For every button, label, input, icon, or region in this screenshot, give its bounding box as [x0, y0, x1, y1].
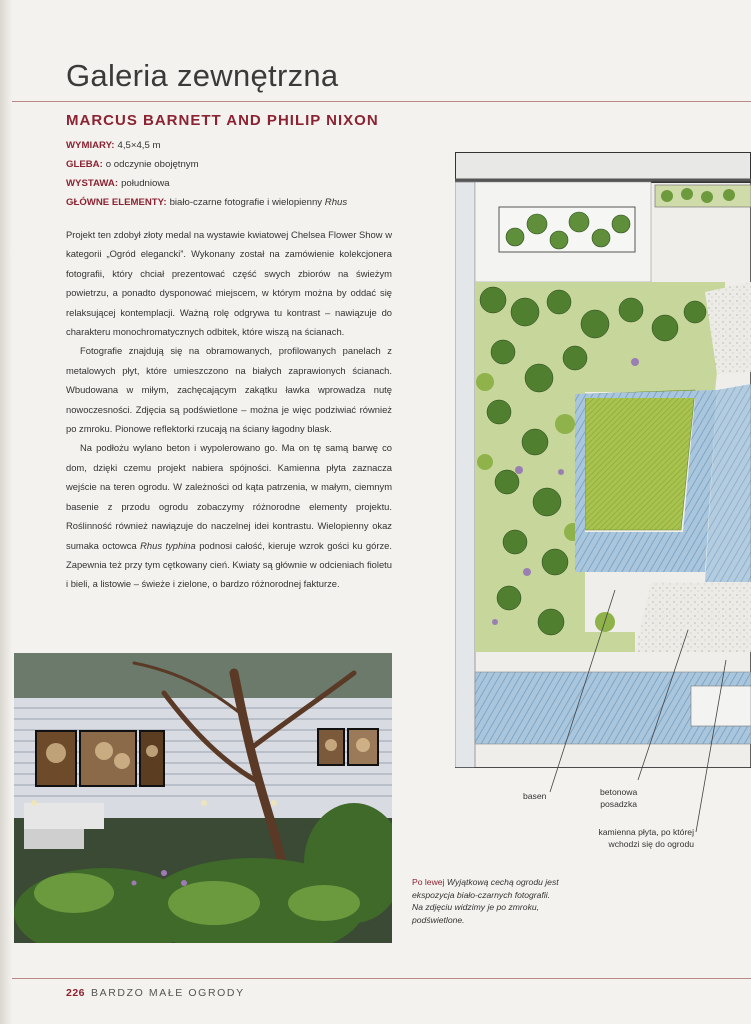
spec-key: GŁÓWNE ELEMENTY: — [66, 197, 167, 208]
paragraph-1: Projekt ten zdobył złoty medal na wystawie kwiatowej Chelsea Flower Show w kategorii „Ogród elegancki”. Wykonany został na zamówienie kolekcjonera fotografii, który chciał prezentować część swych zbiorów na świeżym powietrzu, a ponadto dysponować miejscem, w którym można by oddać się relaksującej kontemplacji. Ważną rolę odgrywa tu kontrast – nawiązuje do charakteru monochromatycznych odbitek, które wiszą na ścianach. — [66, 229, 392, 338]
spec-value: biało-czarne fotografie i wielopienny — [169, 197, 323, 208]
spec-value: o odczynie obojętnym — [105, 159, 199, 170]
photo-caption — [412, 876, 562, 926]
caption-text: Wyjątkową cechą ogrodu jest ekspozycja biało-czarnych fotografii. Na zdjęciu widzimy je po zmroku, podświetlone. — [412, 877, 559, 925]
page-footer — [66, 987, 245, 999]
spec-key: WYMIARY: — [66, 140, 115, 151]
page-title: Galeria zewnętrzna — [66, 58, 339, 93]
footer-divider — [12, 978, 751, 979]
spec-value: południowa — [121, 178, 170, 189]
article-body — [66, 225, 392, 594]
designers-heading: MARCUS BARNETT AND PHILIP NIXON — [66, 112, 379, 129]
paragraph-3: Na podłożu wylano beton i wypolerowano go. Ma on tę samą barwę co dom, dzięki czemu projekt nabiera spójności. Kamienna płyta zaznacza wejście na teren ogrodu. W zależności od kąta patrzenia, w małym, ciemnym basenie z przodu ogrodu zobaczymy różnorodne elementy projektu. Roślinność również nawiązuje do naczelnej idei kontrastu. Wielopienny okaz sumaka octowca Rhus typhina podnosi całość, kieruje wzrok gości ku górze. Zapewnia też przy tym cętkowany cień. Kwiaty są głównie w odcieniach fioletu i bieli, a listowie – świeże i zielone, o bardzo różnorodnej fakturze. — [66, 442, 392, 590]
paragraph-2: Fotografie znajdują się na obramowanych, profilowanych panelach z metalowych płyt, które umieszczono na białych zaprawionych ścianach. Wbudowana w miłym, zachęcającym zakątku ławka wprowadza nutę nowoczesności. Zdjęcia są podświetlone – można je więc podziwiać również po zmroku. Pionowe reflektorki rzucają na ściany łagodny blask. — [66, 345, 392, 435]
label-stone-slab: kamienna płyta, po której wchodzi się do ogrodu — [598, 827, 694, 849]
spec-value: 4,5×4,5 m — [117, 140, 161, 151]
spec-key: WYSTAWA: — [66, 178, 119, 189]
spec-value-italic: Rhus — [324, 197, 348, 208]
section-title: BARDZO MAŁE OGRODY — [91, 987, 245, 999]
garden-specs — [66, 136, 347, 212]
page-spine-shadow — [0, 0, 12, 1024]
plant-name: Rhus typhina — [140, 539, 196, 551]
spec-dimensions — [66, 136, 347, 155]
spec-exposure — [66, 174, 347, 193]
title-divider — [12, 101, 751, 102]
garden-photo — [14, 653, 392, 943]
spec-soil — [66, 155, 347, 174]
caption-lead: Po lewej — [412, 877, 445, 887]
label-pool: basen — [523, 791, 547, 801]
label-concrete-floor: betonowa posadzka — [600, 787, 638, 809]
page-number: 226 — [66, 987, 86, 999]
spec-key: GLEBA: — [66, 159, 103, 170]
spec-main-elements — [66, 193, 347, 212]
